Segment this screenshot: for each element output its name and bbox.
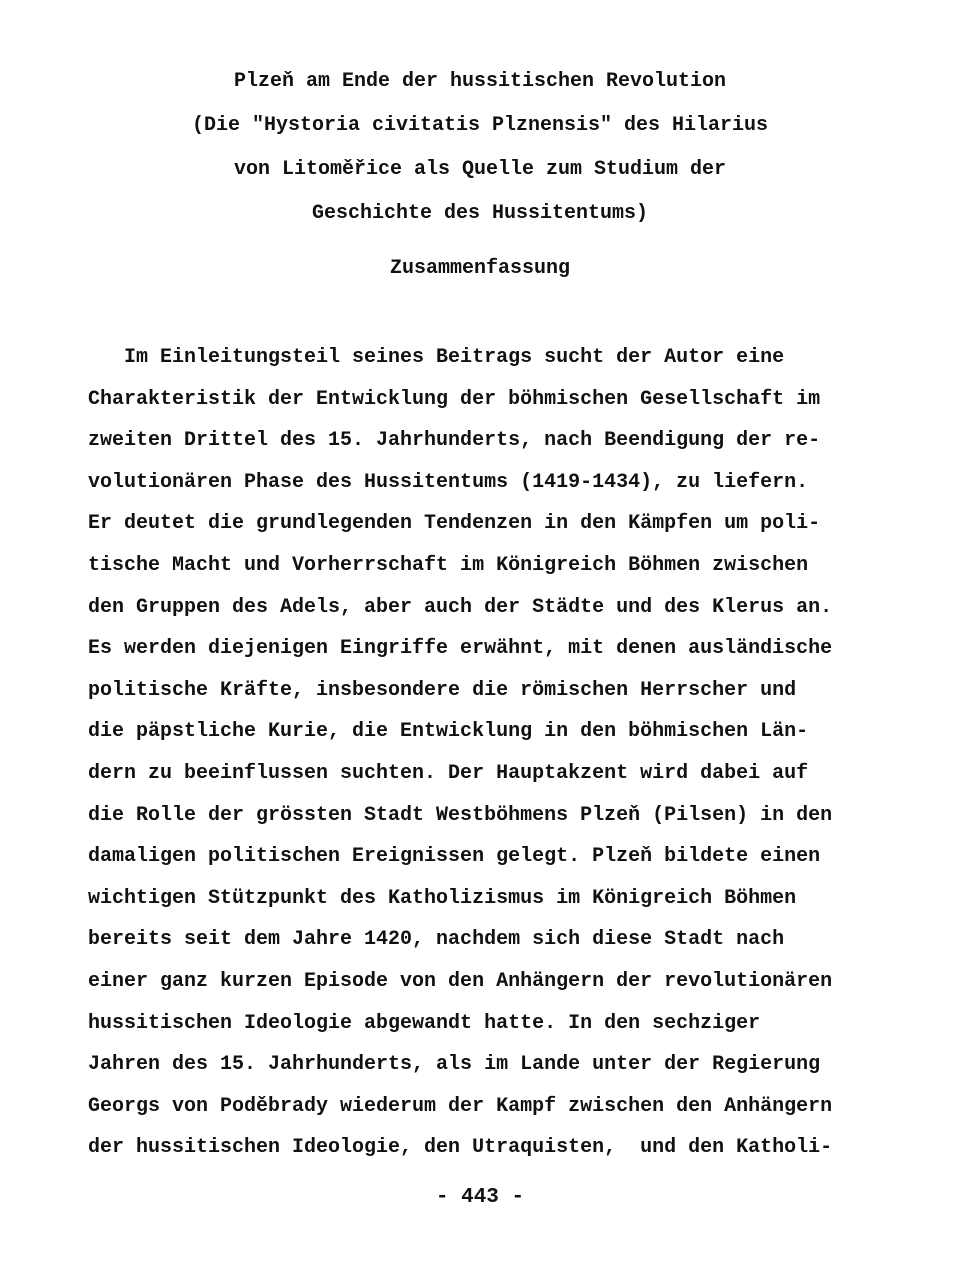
- body-line: volutionären Phase des Hussitentums (1419-1434), zu liefern.: [88, 470, 809, 494]
- body-line: Er deutet die grundlegenden Tendenzen in den Kämpfen um poli-: [88, 512, 821, 536]
- body-line: einer ganz kurzen Episode von den Anhängern der revolutionären: [88, 969, 833, 993]
- body-line: dern zu beeinflussen suchten. Der Hauptakzent wird dabei auf: [88, 761, 809, 785]
- body-line: politische Kräfte, insbesondere die römischen Herrscher und: [88, 678, 797, 702]
- body-line: zweiten Drittel des 15. Jahrhunderts, nach Beendigung der re-: [88, 429, 821, 453]
- body-line: tische Macht und Vorherrschaft im Königreich Böhmen zwischen: [88, 553, 809, 577]
- body-line: wichtigen Stützpunkt des Katholizismus im Königreich Böhmen: [88, 886, 797, 910]
- page-number: - 443 -: [435, 1186, 525, 1209]
- document-title: [0, 60, 960, 236]
- body-line: den Gruppen des Adels, aber auch der Städte und des Klerus an.: [88, 595, 833, 619]
- body-line: die Rolle der grössten Stadt Westböhmens Plzeň (Pilsen) in den: [88, 803, 833, 827]
- body-line: Es werden diejenigen Eingriffe erwähnt, mit denen ausländische: [88, 637, 833, 661]
- body-paragraph: [88, 337, 888, 1169]
- title-line: (Die "Hystoria civitatis Plznensis" des Hilarius: [191, 114, 769, 137]
- body-line: bereits seit dem Jahre 1420, nachdem sich diese Stadt nach: [88, 928, 785, 952]
- body-line: damaligen politischen Ereignissen gelegt. Plzeň bildete einen: [88, 845, 821, 869]
- body-line: die päpstliche Kurie, die Entwicklung in den böhmischen Län-: [88, 720, 809, 744]
- body-line: Georgs von Poděbrady wiederum der Kampf zwischen den Anhängern: [88, 1094, 833, 1118]
- body-line: hussitischen Ideologie abgewandt hatte. In den sechziger: [88, 1011, 761, 1035]
- section-heading: Zusammenfassung: [389, 257, 571, 280]
- body-line: Im Einleitungsteil seines Beitrags sucht der Autor eine: [88, 346, 785, 369]
- body-line: Jahren des 15. Jahrhunderts, als im Lande unter der Regierung: [88, 1053, 821, 1077]
- title-line: Geschichte des Hussitentums): [311, 202, 649, 225]
- title-line: von Litoměřice als Quelle zum Studium der: [233, 158, 727, 181]
- title-line: Plzeň am Ende der hussitischen Revolution: [233, 70, 727, 93]
- body-line: der hussitischen Ideologie, den Utraquisten, und den Katholi-: [88, 1136, 833, 1160]
- body-line: Charakteristik der Entwicklung der böhmischen Gesellschaft im: [88, 387, 821, 411]
